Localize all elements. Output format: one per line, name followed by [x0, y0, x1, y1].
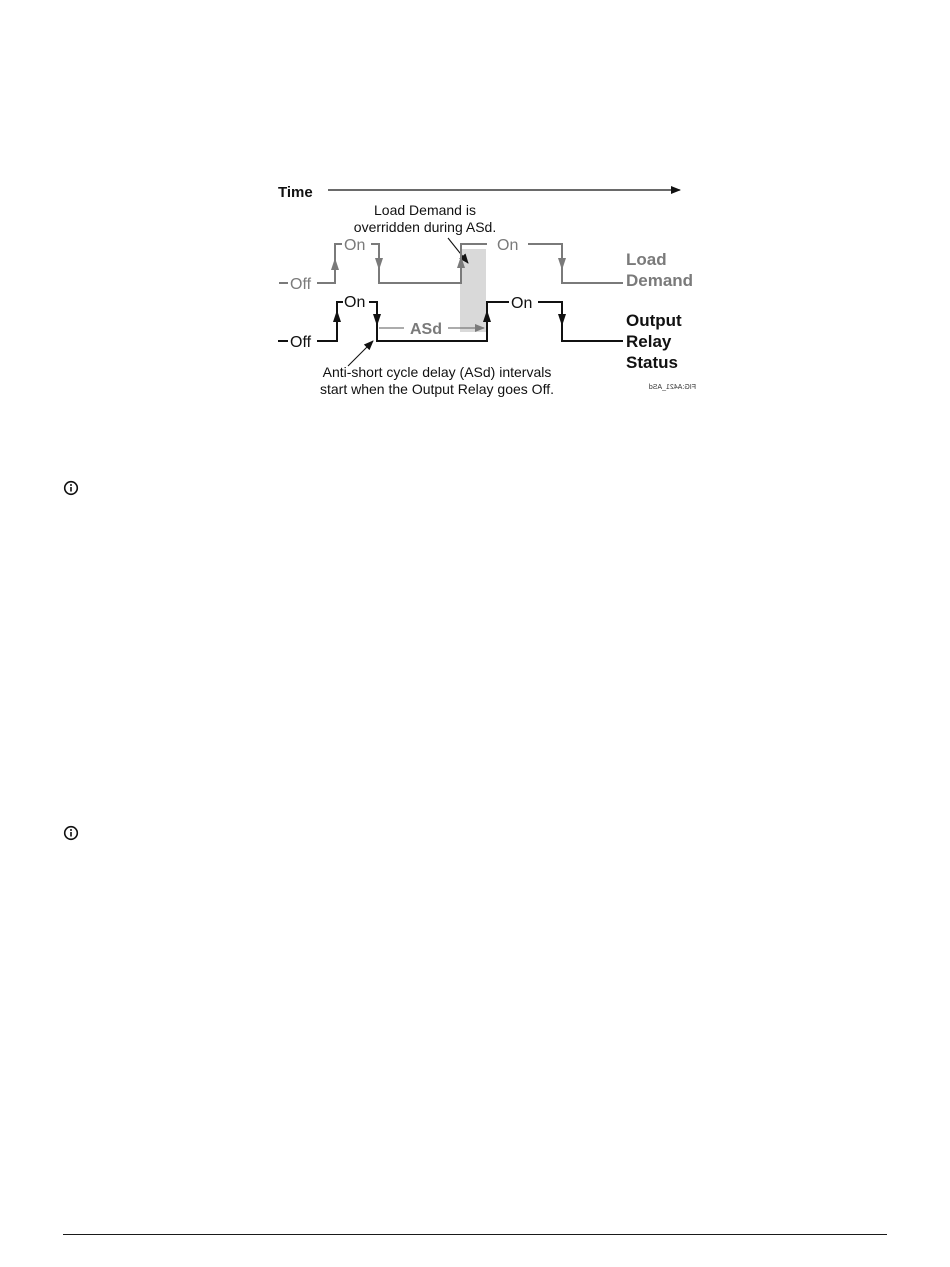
load-off-label: Off — [290, 276, 312, 293]
relay-transition-arrows — [333, 310, 566, 326]
figure-id: FIG:A421_ASd — [648, 384, 696, 391]
load-demand-waveform — [279, 244, 623, 283]
load-demand-title-1: Load — [626, 250, 667, 269]
relay-on-label-2: On — [511, 295, 533, 312]
load-demand-title-2: Demand — [626, 271, 694, 290]
callout-top-line2: overridden during ASd. — [353, 219, 497, 235]
output-relay-title-1: Output — [626, 311, 682, 330]
output-relay-title-3: Status — [626, 353, 678, 372]
info-icon — [63, 825, 79, 841]
callout-bottom-line2: start when the Output Relay goes Off. — [320, 381, 554, 397]
load-on-label-1: On — [344, 237, 366, 254]
asd-shaded-band — [460, 249, 486, 332]
callout-bottom-pointer — [348, 341, 373, 366]
info-icon — [63, 480, 79, 496]
footer-divider — [63, 1234, 887, 1235]
callout-bottom-line1: Anti-short cycle delay (ASd) intervals — [322, 364, 552, 380]
callout-top-line1: Load Demand is — [374, 202, 476, 218]
load-transition-arrows — [331, 256, 566, 270]
output-relay-waveform — [278, 302, 623, 341]
load-on-label-2: On — [497, 237, 519, 254]
relay-off-label: Off — [290, 334, 312, 351]
output-relay-title-2: Relay — [626, 332, 672, 351]
time-label: Time — [278, 184, 313, 201]
relay-on-label-1: On — [344, 294, 366, 311]
asd-label: ASd — [410, 321, 442, 338]
